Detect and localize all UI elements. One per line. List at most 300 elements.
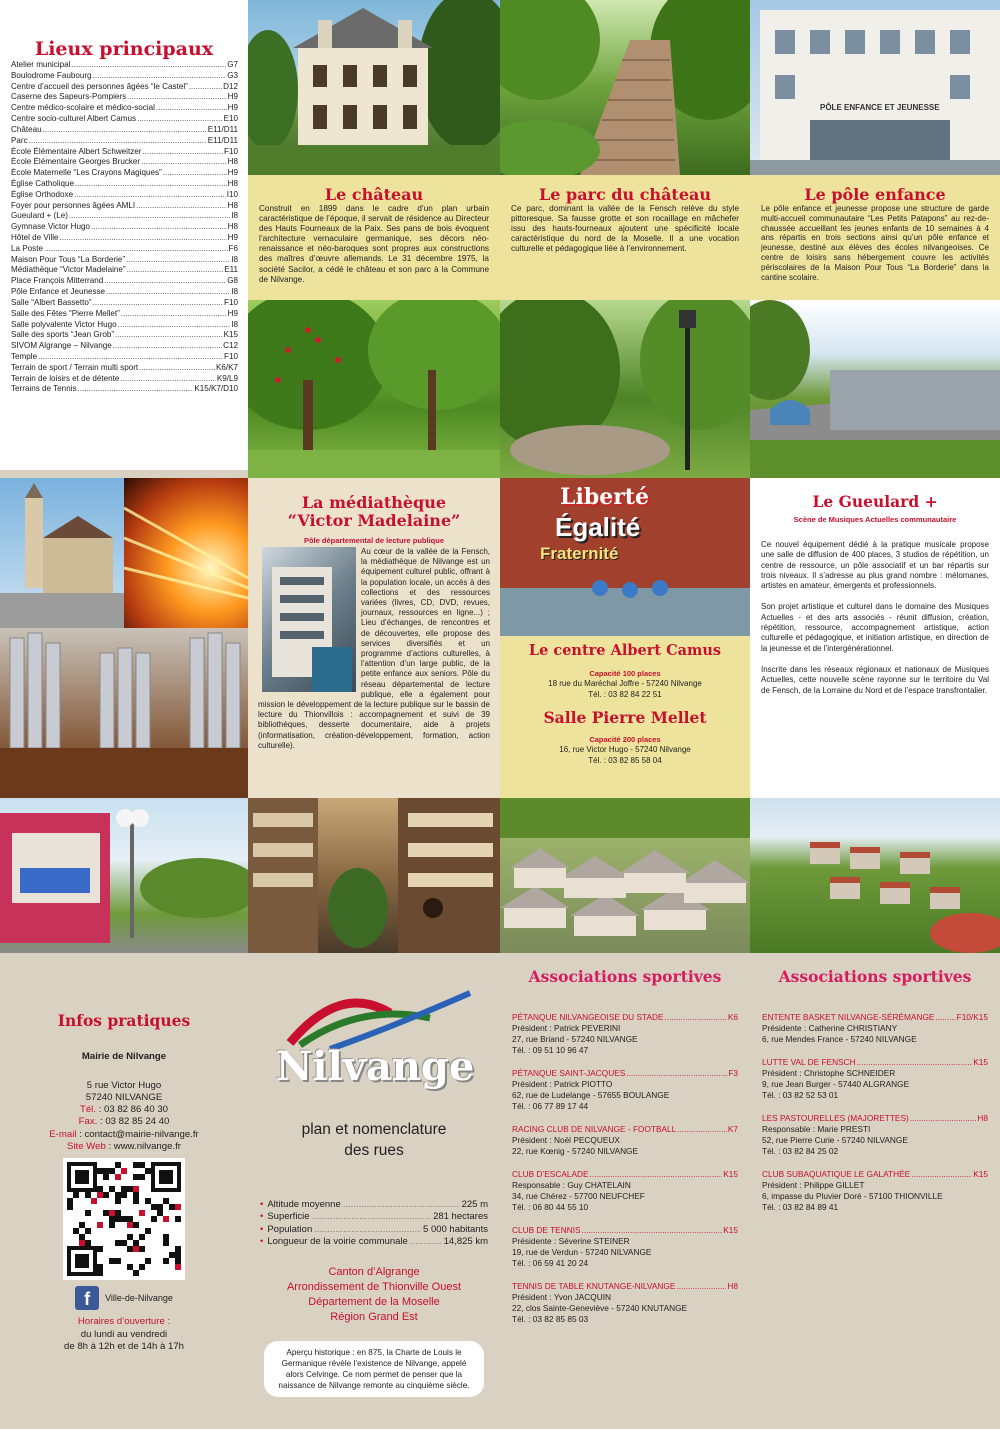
lieu-leader xyxy=(75,179,227,190)
lieu-code: H9 xyxy=(227,308,238,318)
assoc-line: Tél. : 06 80 44 55 10 xyxy=(512,1202,589,1212)
lieu-code: F10 xyxy=(224,297,238,307)
pole-title: Le pôle enfance xyxy=(804,185,946,204)
lieu-code: G3 xyxy=(227,70,238,80)
assoc-line: Responsable : Guy CHATELAIN xyxy=(512,1180,631,1190)
stat-value: 14,825 km xyxy=(443,1236,488,1248)
steel-photo xyxy=(124,478,248,628)
lieu-row xyxy=(0,60,248,71)
lieu-leader xyxy=(136,201,226,212)
lieu-code: I8 xyxy=(231,254,238,264)
lieu-code: H8 xyxy=(227,200,238,210)
nilvange-logo xyxy=(270,973,480,1103)
chateau-text: Construit en 1899 dans le cadre d’un plan urbain caractéristique de l’époque, il servait de résidence au Directeur des Hauts Fourneaux de la Paix. Ses pans de bois évoquent l’architecture vernaculaire germanique, ses décors néo-renaissance et néo-baroques sont propres aux constructions des maîtres d’œuvre allemands. Le 31 décembre 1975, la société Sacilor, a cédé le château et son parc à la Commune de Nilvange. xyxy=(259,204,489,284)
assoc-item xyxy=(762,1012,988,1045)
assoc-item xyxy=(762,1169,988,1213)
assoc-leader xyxy=(665,1012,727,1023)
camus-title: Le centre Albert Camus xyxy=(528,642,722,659)
lieu-leader xyxy=(120,374,215,385)
assoc-panel-1 xyxy=(500,953,750,1429)
stat-value: 281 hectares xyxy=(433,1211,488,1223)
stat-row xyxy=(260,1199,488,1211)
lieu-code: H9 xyxy=(227,168,238,178)
graffiti-photo xyxy=(500,478,750,636)
lieu-leader xyxy=(127,265,224,276)
graffiti-egalite: Égalité xyxy=(555,512,641,542)
assoc-line: Tél. : 03 82 85 85 03 xyxy=(512,1314,589,1324)
logo-text: Nilvange xyxy=(275,1043,475,1090)
stat-leader xyxy=(314,1224,421,1236)
camus-tel: Tél. : 03 82 84 22 51 xyxy=(588,690,662,699)
lieu-leader xyxy=(189,82,222,93)
lieu-code: G8 xyxy=(227,276,238,286)
assoc-line: 22, clos Sainte-Geneviève - 57240 KNUTANGE xyxy=(512,1303,688,1313)
assoc-header xyxy=(762,1169,988,1180)
lieu-leader xyxy=(104,276,226,287)
lieu-row xyxy=(0,363,248,374)
lieu-name: École Maternelle “Les Crayons Magiques” xyxy=(11,168,162,178)
assoc-header xyxy=(512,1124,738,1135)
mellet-tel: Tél. : 03 82 85 58 04 xyxy=(588,756,662,765)
assoc-line: 27, rue Briand - 57240 NILVANGE xyxy=(512,1034,638,1044)
lieu-code: K6/K7 xyxy=(215,362,238,372)
parc-panel xyxy=(500,175,750,300)
pole-text: Le pôle enfance et jeunesse propose une structure de garde multi-accueil communautaire “Les Petits Patapons” au rez-de-chaussée accueillant les jeunes enfants de 10 semaines à 4 ans répartis en trois sections ainsi qu’un pôle enfance et jeunesse, destiné aux élèves des écoles nilvangeoises. Ce centre de loisirs sans hébergement couvre les activités périscolaires de la Maison Pour Tous “La Borderie” dans la cantine scolaire. xyxy=(761,204,989,282)
lieu-code: E11/D11 xyxy=(207,124,238,134)
lieu-name: Centre d’accueil des personnes âgées “le Castel” xyxy=(11,81,188,91)
lieu-leader xyxy=(118,320,231,331)
lieu-name: Centre socio-culturel Albert Camus xyxy=(11,114,137,124)
organ-photo xyxy=(0,628,248,798)
assoc-line: 19, rue de Verdun - 57240 NILVANGE xyxy=(512,1247,652,1257)
mediatheque-text xyxy=(258,547,490,751)
lieu-name: Église Orthodoxe xyxy=(11,189,74,199)
email-value[interactable]: : contact@mairie-nilvange.fr xyxy=(76,1128,199,1140)
assoc-leader xyxy=(582,1225,723,1236)
stat-row xyxy=(260,1236,488,1248)
assoc-line: Président : Patrick PIOTTO xyxy=(512,1079,613,1089)
lieu-leader xyxy=(113,341,222,352)
lieu-leader xyxy=(93,298,224,309)
stat-leader xyxy=(410,1236,442,1248)
lieu-code: F6 xyxy=(228,243,238,253)
lieu-leader xyxy=(43,125,207,136)
assoc2-list xyxy=(762,1012,988,1213)
assoc-item xyxy=(512,1012,738,1056)
lieu-code: I8 xyxy=(231,211,238,221)
pole-panel xyxy=(750,175,1000,300)
lieu-row xyxy=(0,157,248,168)
assoc-code: K15 xyxy=(723,1225,738,1235)
lieu-row xyxy=(0,255,248,266)
lieu-row xyxy=(0,201,248,212)
parc-trees-photo xyxy=(248,300,500,478)
assoc-code: K7 xyxy=(727,1124,738,1134)
lieu-name: Terrain de loisirs et de détente xyxy=(11,373,120,383)
assoc-line: Présidente : Catherine CHRISTIANY xyxy=(762,1023,898,1033)
assoc-code: K6 xyxy=(727,1012,738,1022)
pole-sign: PÔLE ENFANCE ET JEUNESSE xyxy=(820,103,940,112)
lieu-row xyxy=(0,168,248,179)
lieu-name: Gueulard + (Le) xyxy=(11,211,68,221)
lieu-name: Terrains de Tennis xyxy=(11,384,77,394)
assoc-line: Tél. : 09 51 10 96 47 xyxy=(512,1045,589,1055)
assoc-name: CLUB DE TENNIS xyxy=(512,1225,581,1235)
lieu-row xyxy=(0,114,248,125)
lieu-code: I8 xyxy=(231,319,238,329)
chateau-title: Le château xyxy=(324,185,424,204)
stats-list xyxy=(260,1199,488,1249)
lieu-row xyxy=(0,147,248,158)
lieu-name: Caserne des Sapeurs-Pompiers xyxy=(11,92,127,102)
lieu-name: Salle des sports “Jean Grob” xyxy=(11,330,115,340)
assoc-header xyxy=(512,1068,738,1079)
assoc-line: Tél. : 06 77 89 17 44 xyxy=(512,1101,589,1111)
lieu-code: I8 xyxy=(231,287,238,297)
assoc-line: Président : Philippe GILLET xyxy=(762,1180,865,1190)
assoc-line: Responsable : Marie PRESTI xyxy=(762,1124,871,1134)
lieu-leader xyxy=(91,222,227,233)
lieu-code: K15/K7/D10 xyxy=(194,384,238,394)
mairie-website xyxy=(0,1141,248,1153)
lieu-name: École Élémentaire Georges Brucker xyxy=(11,157,141,167)
assoc-line: Tél. : 03 82 84 89 41 xyxy=(762,1202,839,1212)
lieu-name: Salle “Albert Bassetto” xyxy=(11,297,92,307)
assoc-code: K15 xyxy=(973,1169,988,1179)
lieu-name: Hôtel de Ville xyxy=(11,233,59,242)
stat-label: Superficie xyxy=(267,1211,310,1223)
assoc-leader xyxy=(910,1113,977,1124)
lieu-leader xyxy=(60,233,227,244)
lieu-name: Église Catholique xyxy=(11,178,74,188)
lieu-row xyxy=(0,298,248,309)
gueulard-panel xyxy=(750,478,1000,798)
assoc-item xyxy=(512,1068,738,1112)
brochure-heading xyxy=(248,1119,500,1161)
assoc-line: 52, rue Pierre Curie - 57240 NILVANGE xyxy=(762,1135,908,1145)
lieu-leader xyxy=(106,287,230,298)
mediatheque-subtitle: Pôle départemental de lecture publique xyxy=(303,536,445,545)
assoc2-title: Associations sportives xyxy=(778,967,972,986)
tel-label: Tél. xyxy=(79,1104,96,1116)
lieu-row xyxy=(0,341,248,352)
assoc-leader xyxy=(676,1281,726,1292)
lieu-code: F10 xyxy=(224,146,238,156)
email-label: E-mail xyxy=(49,1128,77,1140)
admin-list xyxy=(248,1265,500,1325)
town-photo-2 xyxy=(750,798,1000,953)
lieu-name: Terrain de sport / Terrain multi sport xyxy=(11,362,139,372)
mairie-address-2: 57240 NILVANGE xyxy=(85,1091,163,1103)
mellet-title: Salle Pierre Mellet xyxy=(543,708,707,727)
lieu-name: Parc xyxy=(11,135,28,145)
assoc-name: RACING CLUB DE NILVANGE - FOOTBALL xyxy=(512,1124,677,1134)
mediatheque-title-2: “Victor Madelaine” xyxy=(287,511,461,530)
gueulard-title: Le Gueulard + xyxy=(812,492,938,511)
assoc1-list xyxy=(512,1012,738,1325)
stat-value: 5 000 habitants xyxy=(423,1223,488,1235)
web-value[interactable]: : www.nilvange.fr xyxy=(105,1141,181,1153)
chateau-panel xyxy=(248,175,500,300)
lieu-name: Foyer pour personnes âgées AMLI xyxy=(11,200,136,210)
admin-line: Arrondissement de Thionville Ouest xyxy=(286,1281,462,1293)
assoc-header xyxy=(762,1057,988,1068)
lieu-code: H9 xyxy=(227,92,238,102)
assoc-line: Tél. : 03 82 52 53 01 xyxy=(762,1090,839,1100)
assoc-line: 62, rue de Ludelange - 57655 BOULANGE xyxy=(512,1090,670,1100)
assoc-line: Président : Noël PECQUEUX xyxy=(512,1135,620,1145)
assoc-header xyxy=(512,1012,738,1023)
assoc-code: K15 xyxy=(973,1057,988,1067)
lieux-list xyxy=(0,60,248,395)
lieu-name: Place François Mitterrand xyxy=(11,276,104,286)
fax-value: : 03 82 85 24 40 xyxy=(97,1116,170,1128)
stat-value: 225 m xyxy=(461,1199,488,1210)
hours-times: de 8h à 12h et de 14h à 17h xyxy=(63,1340,185,1352)
assoc-line: 6, rue Mendes France - 57240 NILVANGE xyxy=(762,1034,917,1044)
parc-lamp-photo xyxy=(500,300,750,478)
lieu-leader xyxy=(142,147,223,158)
assoc-line: 9, rue Jean Burger - 57440 ALGRANGE xyxy=(762,1079,910,1089)
lieu-leader xyxy=(38,352,223,363)
lieu-row xyxy=(0,352,248,363)
graffiti-fraternite: Fraternité xyxy=(540,544,619,563)
lieu-code: C12 xyxy=(223,341,238,351)
assoc-name: PÉTANQUE NILVANGEOISE DU STADE xyxy=(512,1012,664,1022)
assoc-line: Tél. : 06 59 41 20 24 xyxy=(512,1258,589,1268)
stat-label: Population xyxy=(267,1223,313,1235)
lieu-row xyxy=(0,190,248,201)
lieu-leader xyxy=(44,244,228,255)
assoc-header xyxy=(512,1281,738,1292)
lieu-code: E11 xyxy=(224,265,238,275)
assoc-code: K15 xyxy=(723,1169,738,1179)
bullet-icon: • xyxy=(260,1236,264,1248)
lieu-row xyxy=(0,309,248,320)
town-photo-1 xyxy=(500,798,750,953)
mairie-address-1: 5 rue Victor Hugo xyxy=(86,1079,162,1091)
admin-line: Département de la Moselle xyxy=(308,1296,440,1308)
mellet-capacity: Capacité 200 places xyxy=(589,735,661,744)
mediatheque-title-1: La médiathèque xyxy=(301,493,447,512)
assoc-name: CLUB D’ESCALADE xyxy=(512,1169,589,1179)
assoc-item xyxy=(512,1124,738,1157)
lieu-leader xyxy=(29,136,207,147)
historical-note: Aperçu historique : en 875, la Charte de Louis le Germanique révèle l’existence de Nilvange, appelé alors Celvinge. Ce nom permet de penser que la naissance de Nilvange remonte au cinquième siècle. xyxy=(264,1341,484,1397)
lieu-leader xyxy=(156,103,227,114)
assoc-name: TENNIS DE TABLE KNUTANGE-NILVANGE xyxy=(512,1281,676,1291)
lieu-leader xyxy=(126,255,230,266)
gueulard-p1: Ce nouvel équipement dédié à la pratique musicale propose une salle de diffusion de 400 places, 3 studios de répétition, un centre de ressource, un pôle associatif et un bar répartis sur trois niveaux. Il s’adresse au plus grand nombre : mélomanes, artistes en amateur, émergents et professionnels. xyxy=(761,540,989,591)
lieu-code: D12 xyxy=(223,81,238,91)
assoc-header xyxy=(512,1169,738,1180)
lieu-code: G7 xyxy=(227,60,238,69)
lieu-leader xyxy=(93,71,227,82)
mairie-tel xyxy=(0,1104,248,1116)
lieu-row xyxy=(0,103,248,114)
assoc-code: F10/K15 xyxy=(956,1012,988,1022)
center-panel xyxy=(248,953,500,1429)
lieu-row xyxy=(0,136,248,147)
mairie-name: Mairie de Nilvange xyxy=(81,1051,167,1063)
lieu-code: K15 xyxy=(223,330,238,340)
lieu-row xyxy=(0,374,248,385)
lieu-row xyxy=(0,244,248,255)
lieu-name: Pôle Enfance et Jeunesse xyxy=(11,287,106,297)
parc-title: Le parc du château xyxy=(539,185,711,204)
stat-leader xyxy=(312,1211,431,1223)
assoc-leader xyxy=(677,1124,727,1135)
hours-days: du lundi au vendredi xyxy=(80,1328,168,1340)
lieu-name: Gymnase Victor Hugo xyxy=(11,222,91,232)
gueulard-photo xyxy=(750,300,1000,478)
lieu-name: Médiathèque “Victor Madelaine” xyxy=(11,265,126,275)
lieu-name: École Élémentaire Albert Schweitzer xyxy=(11,146,142,156)
assoc-line: 6, impasse du Pluvier Doré - 57100 THIONVILLE xyxy=(762,1191,943,1201)
lieu-leader xyxy=(137,114,223,125)
camus-panel xyxy=(500,636,750,798)
assoc-item xyxy=(512,1169,738,1213)
lieu-row xyxy=(0,71,248,82)
heading-line-2: des rues xyxy=(344,1142,404,1159)
lieu-name: Salle des Fêtes “Pierre Mellet” xyxy=(11,308,120,318)
admin-line: Région Grand Est xyxy=(330,1311,418,1323)
lieu-code: I10 xyxy=(226,189,238,199)
lieu-row xyxy=(0,265,248,276)
assoc-name: PÉTANQUE SAINT-JACQUES xyxy=(512,1068,626,1078)
mairie-fax xyxy=(0,1116,248,1128)
assoc-line: Tél. : 03 82 84 25 02 xyxy=(762,1146,839,1156)
parc-text: Ce parc, dominant la vallée de la Fensch relève du style pittoresque. Sa fausse grotte et son rocaillage en mâchefer issu des hauts-fourneaux ajoutent une spécificité locale caractéristique du nord de la Moselle. Il a une vocation culturelle et pédagogique liée à l’environnement. xyxy=(511,204,739,254)
lieu-code: K9/L9 xyxy=(216,373,238,383)
lieu-leader xyxy=(127,92,226,103)
stat-row xyxy=(260,1211,488,1223)
assoc-panel-2 xyxy=(750,953,1000,1429)
assoc-name: LUTTE VAL DE FENSCH xyxy=(762,1057,856,1067)
lieu-row xyxy=(0,330,248,341)
lieu-code: H9 xyxy=(227,233,238,242)
lieu-name: Salle polyvalente Victor Hugo xyxy=(11,319,117,329)
lieu-code: E10 xyxy=(223,114,238,124)
assoc-line: Président : Patrick PEVERINI xyxy=(512,1023,621,1033)
lieu-row xyxy=(0,211,248,222)
assoc-line: 34, rue Chérez - 57700 NEUFCHEF xyxy=(512,1191,645,1201)
assoc-header xyxy=(762,1012,988,1023)
assoc-header xyxy=(512,1225,738,1236)
assoc-name: ENTENTE BASKET NILVANGE-SÉRÉMANGE xyxy=(762,1012,935,1022)
mellet-address: 16, rue Victor Hugo - 57240 Nilvange xyxy=(559,745,691,754)
lieu-code: H9 xyxy=(227,103,238,113)
mairie-email xyxy=(0,1129,248,1141)
lieu-leader xyxy=(78,384,194,395)
stat-row xyxy=(260,1224,488,1236)
lieu-name: Centre médico-scolaire et médico-social xyxy=(11,103,155,113)
lieu-name: Maison Pour Tous “La Borderie” xyxy=(11,254,126,264)
lieu-leader xyxy=(141,157,227,168)
gueulard-p3: Inscrite dans les réseaux régionaux et nationaux de Musiques Actuelles, cette nouvelle scène rayonne sur le territoire du Val de Fensch, de la Lorraine du Nord et de l’espace transfrontalier. xyxy=(761,664,989,695)
camus-capacity: Capacité 100 places xyxy=(589,669,661,678)
lieu-name: Boulodrome Faubourg xyxy=(11,70,92,80)
pole-photo xyxy=(750,0,1000,175)
assoc-leader xyxy=(857,1057,973,1068)
admin-line: Canton d’Algrange xyxy=(328,1266,420,1278)
stat-label: Longueur de la voirie communale xyxy=(267,1236,408,1248)
facebook-link[interactable] xyxy=(0,1286,248,1310)
assoc1-title: Associations sportives xyxy=(528,967,722,986)
lieu-code: F10 xyxy=(224,351,238,361)
bullet-icon: • xyxy=(260,1223,264,1235)
lieu-name: Atelier municipal xyxy=(11,60,71,69)
lieu-row xyxy=(0,92,248,103)
assoc-item xyxy=(512,1281,738,1325)
assoc-line: Président : Christophe SCHNEIDER xyxy=(762,1068,896,1078)
assoc-leader xyxy=(935,1012,955,1023)
lieu-row xyxy=(0,179,248,190)
assoc-leader xyxy=(911,1169,972,1180)
lieu-row xyxy=(0,82,248,93)
assoc-code: H8 xyxy=(977,1113,988,1123)
lieu-name: SIVOM Algrange – Nilvange xyxy=(11,341,112,351)
lieu-code: H8 xyxy=(227,178,238,188)
stat-leader xyxy=(343,1199,460,1211)
lieu-leader xyxy=(139,363,215,374)
assoc-code: F3 xyxy=(728,1068,738,1078)
lieu-row xyxy=(0,287,248,298)
lieu-row xyxy=(0,384,248,395)
lieu-name: Temple xyxy=(11,351,38,361)
lieu-leader xyxy=(121,309,227,320)
parc-photo xyxy=(500,0,750,175)
lieu-code: E11/D11 xyxy=(207,135,238,145)
lieu-name: Château xyxy=(11,124,42,134)
lieux-panel xyxy=(0,0,248,470)
assoc-leader xyxy=(590,1169,723,1180)
camus-address: 18 rue du Maréchal Joffre - 57240 Nilvange xyxy=(548,679,702,688)
lieu-leader xyxy=(115,330,223,341)
lieu-leader xyxy=(74,190,226,201)
lieu-row xyxy=(0,320,248,331)
assoc-header xyxy=(762,1113,988,1124)
fax-label: Fax. xyxy=(78,1116,98,1128)
assoc-code: H8 xyxy=(727,1281,738,1291)
lieu-row xyxy=(0,233,248,244)
web-label: Site Web xyxy=(67,1141,106,1153)
infos-panel xyxy=(0,953,248,1429)
assoc-leader xyxy=(626,1068,727,1079)
facebook-label: Ville-de-Nilvange xyxy=(105,1293,173,1304)
assoc-item xyxy=(762,1113,988,1157)
assoc-item xyxy=(512,1225,738,1269)
lieu-leader xyxy=(163,168,227,179)
mediatheque-panel xyxy=(248,478,500,798)
lieu-code: H8 xyxy=(227,157,238,167)
church-photo xyxy=(0,478,124,628)
mediatheque-body: Au cœur de la vallée de la Fensch, la médiathèque de Nilvange est un équipement culturel public, offrant à la population locale, un accès à des collections et des ressources variées (livres, CD, DVD, revues, journaux, ressources en ligne...) ; Lieu d’échanges, de rencontres et de découvertes, elle propose des services diversifiés et un programme d’actions culturelles, à l’attention d’un large public, de la petite enfance aux seniors. Pôle du réseau départemental de lecture publique, elle a également pour mission le développement de la lecture publique sur le bassin de lecture du Thionvillois : accompagnement et suivi de 39 bibliothèques, desserte documentaire, aide à projets (informatisation, création-développement, formation, action culturelle). xyxy=(258,547,490,750)
lieux-title: Lieux principaux xyxy=(34,38,214,60)
lieu-row xyxy=(0,125,248,136)
assoc-name: CLUB SUBAQUATIQUE LE GALATHÉE xyxy=(762,1169,911,1179)
stat-label: Altitude moyenne xyxy=(267,1199,341,1210)
infos-title: Infos pratiques xyxy=(57,1011,191,1030)
street-photo xyxy=(0,798,248,953)
lieu-row xyxy=(0,276,248,287)
assoc-line: 22, rue Kœnig - 57240 NILVANGE xyxy=(512,1146,639,1156)
library-photo xyxy=(248,798,500,953)
facebook-icon: f xyxy=(75,1286,99,1310)
assoc-line: Président : Yvon JACQUIN xyxy=(512,1292,611,1302)
assoc-item xyxy=(762,1057,988,1101)
chateau-photo xyxy=(248,0,500,175)
